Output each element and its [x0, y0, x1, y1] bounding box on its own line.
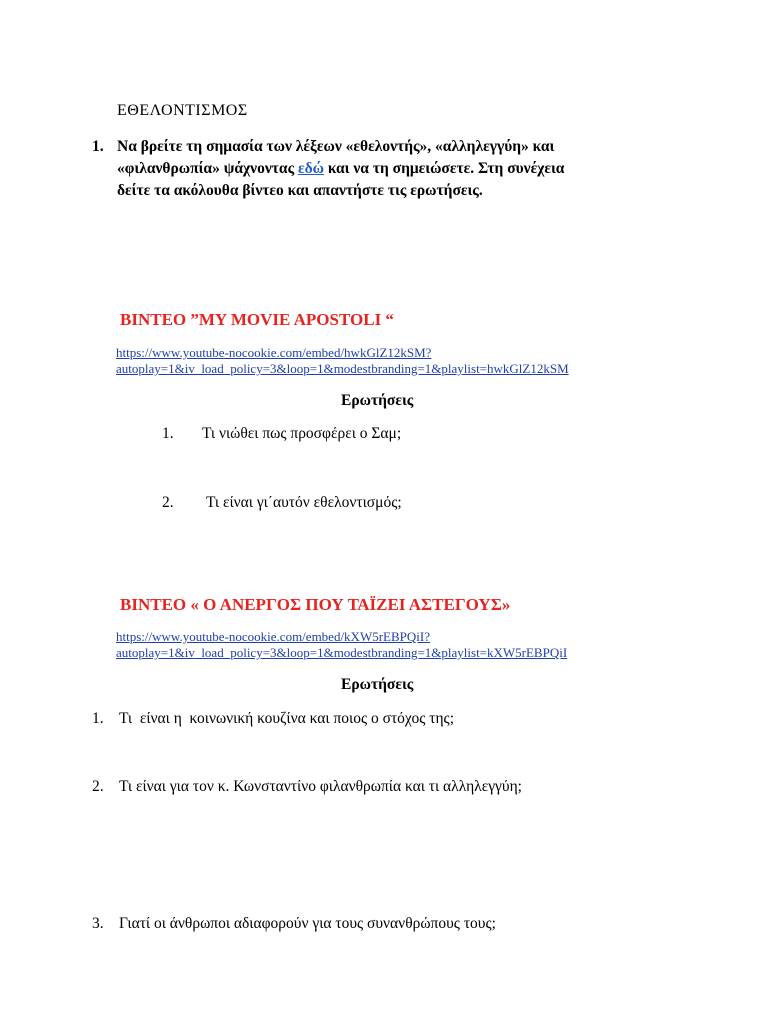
video-2-question-3-number: 3.	[92, 915, 104, 932]
video-2-url-line-2[interactable]: autoplay=1&iv_load_policy=3&loop=1&modestbranding=1&playlist=kXW5rEBPQiI	[116, 645, 568, 660]
video-2-question-3-text: Γιατί οι άνθρωποι αδιαφορούν για τους συνανθρώπους τους;	[119, 915, 496, 932]
video-1-url-line-2[interactable]: autoplay=1&iv_load_policy=3&loop=1&modestbranding=1&playlist=hwkGlZ12kSM	[116, 361, 569, 376]
task-1-line-2-pre: «φιλανθρωπία» ψάχνοντας	[117, 160, 295, 177]
video-2-question-2-number: 2.	[92, 778, 104, 795]
video-1-question-1-text: Τι νιώθει πως προσφέρει ο Σαμ;	[202, 425, 402, 442]
video-2-url-line-1[interactable]: https://www.youtube-nocookie.com/embed/kXW5rEBPQiI?	[116, 629, 430, 644]
task-1-line-2-post: και να τη σημειώσετε. Στη συνέχεια	[327, 160, 565, 177]
video-1-title: ΒΙΝΤΕΟ ”MY MOVIE APOSTOLI “	[120, 310, 394, 329]
document-title: ΕΘΕΛΟΝΤΙΣΜΟΣ	[117, 102, 248, 119]
task-1-line-2	[117, 158, 564, 180]
video-2-title: ΒΙΝΤΕΟ « Ο ΑΝΕΡΓΟΣ ΠΟΥ ΤΑΪΖΕΙ ΑΣΤΕΓΟΥΣ»	[120, 595, 511, 614]
task-1-line-1: Να βρείτε τη σημασία των λέξεων «εθελοντής», «αλληλεγγύη» και	[117, 138, 555, 155]
task-1-line-3: δείτε τα ακόλουθα βίντεο και απαντήστε τις ερωτήσεις.	[117, 182, 483, 199]
video-2-question-1-text: Τι είναι η κοινωνική κουζίνα και ποιος ο στόχος της;	[119, 710, 454, 727]
video-2-question-2-text: Τι είναι για τον κ. Κωνσταντίνο φιλανθρωπία και τι αλληλεγγύη;	[119, 778, 522, 795]
video-1-question-2-number: 2.	[162, 494, 174, 511]
video-2-question-1-number: 1.	[92, 710, 104, 727]
task-1-number: 1.	[92, 138, 104, 155]
video-2-questions-heading: Ερωτήσεις	[341, 676, 414, 693]
here-link[interactable]: εδώ	[298, 160, 324, 177]
video-1-url-line-1[interactable]: https://www.youtube-nocookie.com/embed/hwkGlZ12kSM?	[116, 345, 432, 360]
video-1-question-1-number: 1.	[162, 425, 174, 442]
video-1-question-2-text: Τι είναι γι΄αυτόν εθελοντισμός;	[206, 494, 402, 511]
video-1-questions-heading: Ερωτήσεις	[341, 392, 414, 409]
